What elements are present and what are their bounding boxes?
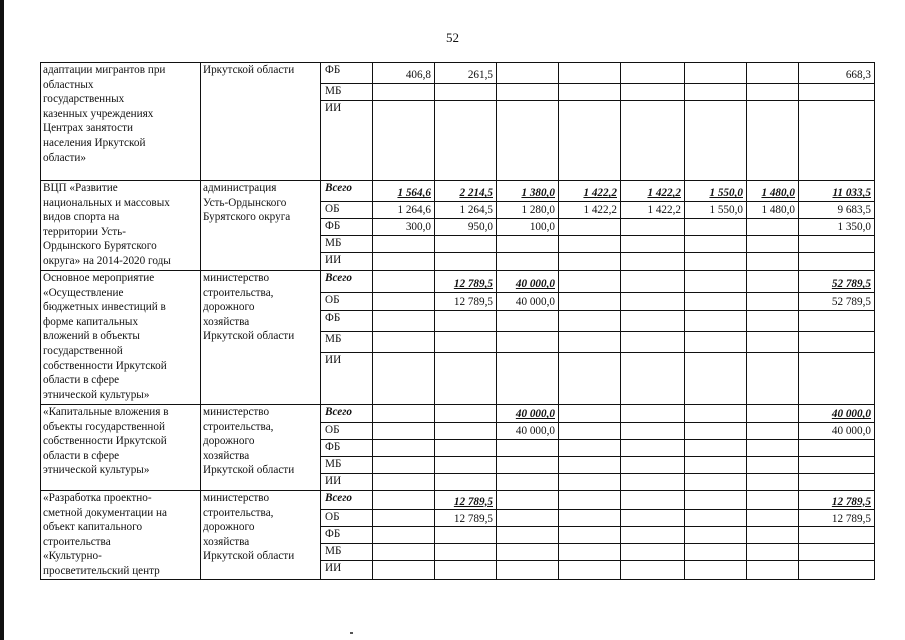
year-value-cell — [559, 423, 621, 440]
year-value-cell — [747, 332, 799, 353]
year-value-cell — [497, 332, 559, 353]
year-value-cell — [497, 253, 559, 271]
year-value-cell — [559, 63, 621, 84]
activity-name-cell: «Разработка проектно- сметной документации на объект капитального строительства «Культурно- просветительский центр — [41, 491, 201, 580]
year-value-cell — [621, 440, 685, 457]
scan-artifact — [350, 632, 353, 634]
year-value-cell — [685, 457, 747, 474]
funding-source-cell: ФБ — [321, 219, 373, 236]
activity-name-cell: адаптации мигрантов при областных государственных казенных учреждениях Центрах занятости населения Иркутской области» — [41, 63, 201, 181]
year-value-cell — [621, 63, 685, 84]
year-value-cell — [559, 293, 621, 311]
year-value-cell: 12 789,5 — [435, 491, 497, 510]
year-value-cell: 100,0 — [497, 219, 559, 236]
year-value-cell — [435, 236, 497, 253]
year-value-cell — [685, 353, 747, 405]
executor-cell: министерство строительства, дорожного хозяйства Иркутской области — [201, 491, 321, 580]
year-value-cell — [497, 84, 559, 101]
funding-source-cell: МБ — [321, 84, 373, 101]
year-value-cell — [685, 440, 747, 457]
year-value-cell — [373, 510, 435, 527]
year-value-cell — [497, 474, 559, 491]
year-value-cell: 12 789,5 — [435, 510, 497, 527]
total-value-cell: 52 789,5 — [799, 293, 875, 311]
year-value-cell — [559, 474, 621, 491]
total-value-cell — [799, 474, 875, 491]
total-value-cell: 40 000,0 — [799, 405, 875, 423]
year-value-cell — [747, 457, 799, 474]
year-value-cell — [435, 561, 497, 579]
year-value-cell — [747, 293, 799, 311]
year-value-cell — [435, 253, 497, 271]
year-value-cell — [559, 236, 621, 253]
year-value-cell — [621, 253, 685, 271]
funding-source-cell: Всего — [321, 181, 373, 202]
year-value-cell — [435, 405, 497, 423]
year-value-cell — [373, 271, 435, 293]
funding-source-cell: Всего — [321, 491, 373, 510]
year-value-cell — [435, 423, 497, 440]
year-value-cell — [559, 440, 621, 457]
year-value-cell: 950,0 — [435, 219, 497, 236]
year-value-cell — [435, 440, 497, 457]
funding-source-cell: Всего — [321, 405, 373, 423]
year-value-cell — [497, 491, 559, 510]
year-value-cell — [373, 527, 435, 544]
funding-source-cell: МБ — [321, 332, 373, 353]
total-value-cell — [799, 544, 875, 561]
total-value-cell — [799, 353, 875, 405]
table-row — [41, 63, 875, 84]
year-value-cell — [685, 101, 747, 181]
year-value-cell: 406,8 — [373, 63, 435, 84]
year-value-cell — [373, 405, 435, 423]
year-value-cell — [497, 510, 559, 527]
year-value-cell — [559, 457, 621, 474]
activity-name-cell: Основное мероприятие «Осуществление бюджетных инвестиций в форме капитальных вложений в объекты государственной собственности Иркутской области в сфере этнической культуры» — [41, 271, 201, 405]
year-value-cell — [559, 101, 621, 181]
year-value-cell — [747, 353, 799, 405]
funding-source-cell: ОБ — [321, 423, 373, 440]
year-value-cell — [559, 271, 621, 293]
year-value-cell — [747, 423, 799, 440]
year-value-cell — [435, 101, 497, 181]
year-value-cell: 12 789,5 — [435, 271, 497, 293]
year-value-cell — [747, 236, 799, 253]
year-value-cell — [747, 527, 799, 544]
year-value-cell — [747, 253, 799, 271]
year-value-cell — [497, 457, 559, 474]
total-value-cell: 668,3 — [799, 63, 875, 84]
year-value-cell — [497, 440, 559, 457]
funding-source-cell: МБ — [321, 457, 373, 474]
year-value-cell: 1 280,0 — [497, 202, 559, 219]
table-row — [41, 405, 875, 423]
total-value-cell: 9 683,5 — [799, 202, 875, 219]
total-value-cell — [799, 236, 875, 253]
year-value-cell — [497, 63, 559, 84]
year-value-cell: 1 380,0 — [497, 181, 559, 202]
year-value-cell: 12 789,5 — [435, 293, 497, 311]
year-value-cell — [685, 491, 747, 510]
year-value-cell — [621, 311, 685, 332]
year-value-cell — [685, 332, 747, 353]
year-value-cell — [621, 474, 685, 491]
executor-cell: Иркутской области — [201, 63, 321, 181]
total-value-cell: 11 033,5 — [799, 181, 875, 202]
funding-source-cell: Всего — [321, 271, 373, 293]
year-value-cell — [373, 293, 435, 311]
executor-cell: министерство строительства, дорожного хозяйства Иркутской области — [201, 271, 321, 405]
funding-source-cell: ФБ — [321, 440, 373, 457]
funding-source-cell: ФБ — [321, 311, 373, 332]
year-value-cell — [621, 293, 685, 311]
table-row — [41, 271, 875, 293]
year-value-cell — [373, 101, 435, 181]
year-value-cell: 300,0 — [373, 219, 435, 236]
year-value-cell: 1 422,2 — [621, 181, 685, 202]
total-value-cell — [799, 101, 875, 181]
year-value-cell — [373, 544, 435, 561]
year-value-cell — [747, 474, 799, 491]
year-value-cell — [559, 405, 621, 423]
year-value-cell — [685, 236, 747, 253]
year-value-cell — [373, 311, 435, 332]
year-value-cell — [559, 561, 621, 579]
executor-cell: администрация Усть-Ордынского Бурятского округа — [201, 181, 321, 271]
year-value-cell — [435, 527, 497, 544]
year-value-cell — [621, 510, 685, 527]
total-value-cell: 12 789,5 — [799, 491, 875, 510]
year-value-cell — [685, 474, 747, 491]
year-value-cell — [621, 457, 685, 474]
year-value-cell: 1 564,6 — [373, 181, 435, 202]
year-value-cell — [621, 84, 685, 101]
funding-source-cell: ИИ — [321, 353, 373, 405]
year-value-cell: 1 422,2 — [559, 181, 621, 202]
year-value-cell: 40 000,0 — [497, 423, 559, 440]
year-value-cell — [373, 440, 435, 457]
total-value-cell — [799, 332, 875, 353]
funding-source-cell: ОБ — [321, 510, 373, 527]
year-value-cell — [373, 353, 435, 405]
year-value-cell — [621, 353, 685, 405]
year-value-cell: 1 550,0 — [685, 181, 747, 202]
funding-source-cell: МБ — [321, 544, 373, 561]
year-value-cell — [373, 84, 435, 101]
year-value-cell — [435, 353, 497, 405]
year-value-cell — [685, 253, 747, 271]
year-value-cell — [373, 474, 435, 491]
year-value-cell — [747, 84, 799, 101]
year-value-cell — [621, 544, 685, 561]
year-value-cell — [435, 474, 497, 491]
total-value-cell — [799, 253, 875, 271]
year-value-cell — [747, 311, 799, 332]
year-value-cell — [435, 84, 497, 101]
year-value-cell — [621, 423, 685, 440]
year-value-cell — [497, 544, 559, 561]
year-value-cell — [373, 236, 435, 253]
total-value-cell: 1 350,0 — [799, 219, 875, 236]
year-value-cell — [435, 311, 497, 332]
year-value-cell — [685, 311, 747, 332]
year-value-cell — [621, 405, 685, 423]
table-row — [41, 181, 875, 202]
total-value-cell: 52 789,5 — [799, 271, 875, 293]
year-value-cell — [373, 423, 435, 440]
total-value-cell — [799, 84, 875, 101]
funding-source-cell: ОБ — [321, 202, 373, 219]
year-value-cell — [559, 353, 621, 405]
year-value-cell — [621, 527, 685, 544]
year-value-cell — [747, 405, 799, 423]
year-value-cell: 40 000,0 — [497, 271, 559, 293]
total-value-cell — [799, 311, 875, 332]
year-value-cell — [559, 84, 621, 101]
year-value-cell: 1 422,2 — [559, 202, 621, 219]
year-value-cell — [747, 63, 799, 84]
year-value-cell — [747, 440, 799, 457]
year-value-cell — [497, 236, 559, 253]
year-value-cell — [559, 510, 621, 527]
year-value-cell — [497, 101, 559, 181]
funding-source-cell: ИИ — [321, 561, 373, 579]
year-value-cell — [497, 561, 559, 579]
year-value-cell — [373, 491, 435, 510]
year-value-cell: 1 422,2 — [621, 202, 685, 219]
funding-source-cell: ИИ — [321, 253, 373, 271]
year-value-cell — [685, 219, 747, 236]
year-value-cell — [559, 311, 621, 332]
year-value-cell — [559, 527, 621, 544]
total-value-cell — [799, 527, 875, 544]
year-value-cell — [621, 332, 685, 353]
year-value-cell — [559, 253, 621, 271]
funding-source-cell: ИИ — [321, 101, 373, 181]
year-value-cell — [685, 405, 747, 423]
year-value-cell — [373, 253, 435, 271]
total-value-cell — [799, 561, 875, 579]
year-value-cell: 40 000,0 — [497, 405, 559, 423]
year-value-cell — [685, 63, 747, 84]
funding-source-cell: ФБ — [321, 63, 373, 84]
year-value-cell — [747, 219, 799, 236]
scan-left-edge — [0, 0, 4, 640]
year-value-cell — [559, 491, 621, 510]
year-value-cell — [685, 544, 747, 561]
year-value-cell: 1 264,6 — [373, 202, 435, 219]
year-value-cell — [685, 510, 747, 527]
funding-source-cell: ИИ — [321, 474, 373, 491]
year-value-cell — [685, 561, 747, 579]
funding-source-cell: МБ — [321, 236, 373, 253]
funding-source-cell: ОБ — [321, 293, 373, 311]
year-value-cell — [497, 311, 559, 332]
year-value-cell — [559, 332, 621, 353]
year-value-cell: 261,5 — [435, 63, 497, 84]
year-value-cell — [747, 510, 799, 527]
year-value-cell — [747, 544, 799, 561]
year-value-cell — [621, 491, 685, 510]
funding-source-cell: ФБ — [321, 527, 373, 544]
total-value-cell: 12 789,5 — [799, 510, 875, 527]
executor-cell: министерство строительства, дорожного хозяйства Иркутской области — [201, 405, 321, 491]
year-value-cell: 1 480,0 — [747, 181, 799, 202]
year-value-cell — [621, 101, 685, 181]
year-value-cell — [435, 457, 497, 474]
year-value-cell — [497, 353, 559, 405]
table-row — [41, 491, 875, 510]
year-value-cell — [685, 423, 747, 440]
total-value-cell — [799, 457, 875, 474]
year-value-cell — [747, 271, 799, 293]
year-value-cell: 1 550,0 — [685, 202, 747, 219]
total-value-cell — [799, 440, 875, 457]
year-value-cell — [685, 293, 747, 311]
year-value-cell — [747, 491, 799, 510]
year-value-cell — [747, 561, 799, 579]
year-value-cell — [373, 457, 435, 474]
year-value-cell: 1 480,0 — [747, 202, 799, 219]
program-funding-table — [40, 62, 875, 580]
year-value-cell — [621, 236, 685, 253]
year-value-cell — [559, 544, 621, 561]
year-value-cell — [373, 561, 435, 579]
year-value-cell: 2 214,5 — [435, 181, 497, 202]
year-value-cell — [747, 101, 799, 181]
year-value-cell — [685, 527, 747, 544]
year-value-cell — [685, 271, 747, 293]
page-number: 52 — [446, 30, 459, 45]
year-value-cell — [621, 561, 685, 579]
year-value-cell — [621, 271, 685, 293]
year-value-cell — [497, 527, 559, 544]
year-value-cell — [559, 219, 621, 236]
year-value-cell: 40 000,0 — [497, 293, 559, 311]
year-value-cell: 1 264,5 — [435, 202, 497, 219]
year-value-cell — [435, 332, 497, 353]
year-value-cell — [685, 84, 747, 101]
year-value-cell — [373, 332, 435, 353]
program-funding-table-wrap — [40, 62, 875, 580]
year-value-cell — [435, 544, 497, 561]
year-value-cell — [621, 219, 685, 236]
activity-name-cell: «Капитальные вложения в объекты государственной собственности Иркутской области в сфере этнической культуры» — [41, 405, 201, 491]
activity-name-cell: ВЦП «Развитие национальных и массовых видов спорта на территории Усть- Ордынского Бурятского округа» на 2014-2020 годы — [41, 181, 201, 271]
total-value-cell: 40 000,0 — [799, 423, 875, 440]
